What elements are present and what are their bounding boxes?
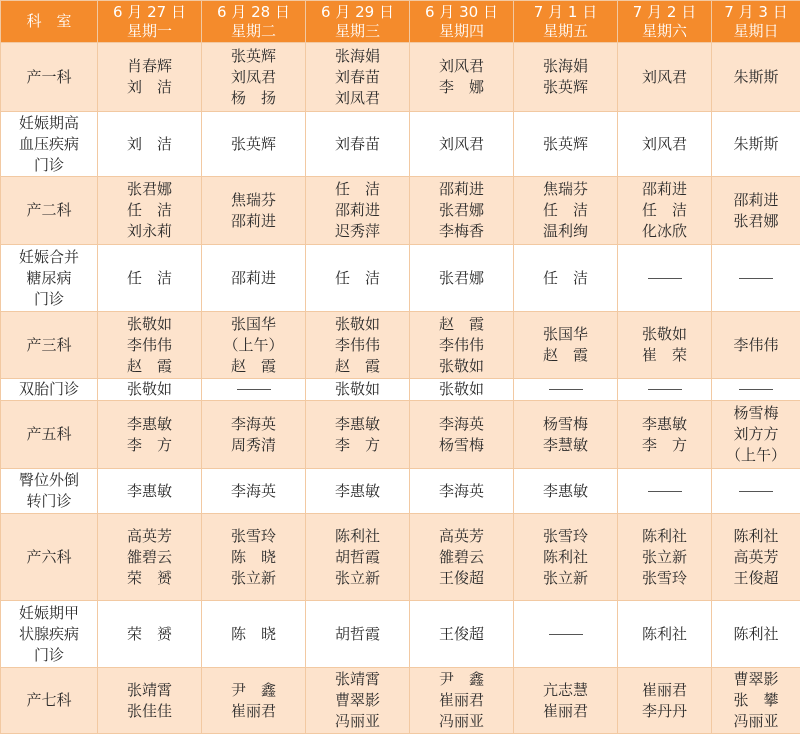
department-cell — [1, 379, 98, 401]
doctor-name: 任 洁 — [641, 201, 687, 219]
doctor-name: 陈利社 — [733, 526, 779, 545]
doctor-name: 张君娜 — [126, 180, 172, 198]
department-name-line: 产五科 — [26, 425, 72, 443]
doctor-name: 张雪玲 — [641, 568, 687, 587]
doctor-name: 李 方 — [334, 435, 380, 454]
duty-cell — [202, 43, 306, 112]
doctor-name: 李海英 — [438, 481, 484, 500]
duty-cell — [410, 177, 514, 245]
duty-cell — [712, 112, 800, 177]
doctor-name: 高英芳 — [733, 547, 779, 566]
department-cell — [1, 312, 98, 379]
schedule-row — [1, 379, 800, 401]
schedule-body — [1, 43, 800, 734]
duty-cell — [514, 401, 618, 469]
duty-cell — [202, 668, 306, 734]
duty-cell — [410, 43, 514, 112]
doctor-name: 张雪玲 — [230, 526, 276, 545]
doctor-name: 张国华 — [542, 325, 588, 343]
header-row — [1, 1, 800, 43]
doctor-name: 李海英 — [438, 414, 484, 433]
duty-cell — [712, 312, 800, 379]
doctor-name: 陈利社 — [542, 547, 588, 566]
duty-cell — [98, 245, 202, 312]
doctor-name: （上午） — [725, 446, 786, 464]
duty-cell — [98, 401, 202, 469]
duty-cell — [98, 379, 202, 401]
department-name-line: 产七科 — [26, 691, 72, 709]
schedule-row — [1, 668, 800, 734]
department-cell — [1, 401, 98, 469]
duty-cell — [306, 245, 410, 312]
department-name-line: 状腺疾病 — [18, 624, 79, 643]
department-name-line: 血压疾病 — [18, 134, 79, 153]
doctor-name: 雒碧云 — [126, 547, 172, 566]
schedule-row — [1, 401, 800, 469]
duty-cell — [306, 379, 410, 401]
duty-cell — [202, 469, 306, 514]
doctor-name: 陈利社 — [641, 526, 687, 545]
doctor-name: 张敬如 — [641, 325, 687, 343]
no-duty-dash — [549, 634, 583, 635]
doctor-name: 刘凤君 — [230, 67, 276, 86]
schedule-row — [1, 469, 800, 514]
duty-cell — [202, 601, 306, 668]
doctor-name: 温利绚 — [542, 222, 588, 240]
doctor-name: 刘 洁 — [126, 134, 172, 153]
doctor-name: 刘 洁 — [126, 78, 172, 96]
doctor-name: 陈利社 — [334, 526, 380, 545]
doctor-name: 尹 鑫 — [230, 680, 276, 699]
doctor-name: 刘风君 — [641, 67, 687, 86]
doctor-name: 迟秀萍 — [334, 222, 380, 240]
doctor-name: 高英芳 — [126, 526, 172, 545]
duty-cell — [98, 601, 202, 668]
no-duty-dash — [648, 389, 682, 390]
doctor-name: 张立新 — [641, 547, 687, 566]
duty-cell — [712, 177, 800, 245]
doctor-name: 任 洁 — [334, 268, 380, 287]
doctor-name: 李 方 — [126, 435, 172, 454]
doctor-name: 崔丽君 — [542, 701, 588, 720]
doctor-name: 李伟伟 — [438, 335, 484, 354]
department-name-line: 妊娠期甲 — [18, 603, 79, 622]
doctor-name: 杨雪梅 — [438, 435, 484, 454]
duty-cell — [618, 401, 712, 469]
duty-cell — [98, 177, 202, 245]
no-duty-dash — [237, 389, 271, 390]
department-name-line: 产六科 — [26, 547, 72, 566]
department-name-line: 臀位外倒 — [18, 471, 79, 489]
doctor-name: 张英辉 — [542, 134, 588, 153]
duty-cell — [514, 668, 618, 734]
department-name-line: 转门诊 — [26, 492, 72, 510]
department-cell — [1, 177, 98, 245]
doctor-name: 张敬如 — [334, 314, 380, 333]
schedule-row — [1, 514, 800, 601]
duty-cell — [618, 177, 712, 245]
doctor-name: 李丹丹 — [641, 701, 687, 720]
duty-cell — [202, 401, 306, 469]
doctor-name: 胡哲霞 — [334, 547, 380, 566]
doctor-name: 李惠敏 — [334, 414, 380, 433]
doctor-name: 邵莉进 — [641, 180, 687, 198]
doctor-name: 刘永莉 — [126, 222, 172, 240]
duty-cell — [410, 112, 514, 177]
header-dept: 科 室 — [1, 1, 98, 43]
header-day: 6 月 27 日 星期一 — [98, 1, 202, 43]
duty-cell — [98, 43, 202, 112]
doctor-name: 张君娜 — [733, 211, 779, 230]
doctor-name: 张敬如 — [438, 380, 484, 398]
doctor-name: 张君娜 — [438, 201, 484, 219]
doctor-name: 任 洁 — [126, 201, 172, 219]
header-day: 7 月 1 日 星期五 — [514, 1, 618, 43]
doctor-name: 曹翠影 — [733, 670, 779, 688]
doctor-name: 张靖霄 — [334, 670, 380, 688]
duty-cell — [618, 112, 712, 177]
duty-cell — [712, 245, 800, 312]
doctor-name: 邵莉进 — [230, 211, 276, 230]
doctor-name: 朱斯斯 — [733, 134, 779, 153]
doctor-name: 化冰欣 — [641, 222, 687, 240]
doctor-name: 任 洁 — [126, 268, 172, 287]
doctor-name: 高英芳 — [438, 526, 484, 545]
duty-cell — [306, 601, 410, 668]
doctor-name: 赵 霞 — [438, 314, 484, 333]
doctor-name: 焦瑞芬 — [542, 180, 588, 198]
doctor-name: 李慧敏 — [542, 435, 588, 454]
doctor-name: 刘春苗 — [334, 134, 380, 153]
doctor-name: 张海娟 — [334, 46, 380, 65]
doctor-name: 邵莉进 — [334, 201, 380, 219]
duty-cell — [98, 112, 202, 177]
doctor-name: （上午） — [223, 335, 284, 354]
department-name-line: 门诊 — [33, 155, 64, 174]
doctor-name: 李惠敏 — [542, 481, 588, 500]
doctor-name: 张敬如 — [126, 314, 172, 333]
doctor-name: 焦瑞芬 — [230, 190, 276, 209]
doctor-name: 赵 霞 — [334, 356, 380, 375]
doctor-name: 张佳佳 — [126, 701, 172, 720]
doctor-name: 刘风君 — [438, 134, 484, 153]
duty-cell — [98, 312, 202, 379]
doctor-name: 李海英 — [230, 481, 276, 500]
doctor-name: 张英辉 — [230, 134, 276, 153]
doctor-name: 荣 赟 — [126, 568, 172, 587]
doctor-name: 邵莉进 — [230, 268, 276, 287]
duty-cell — [202, 245, 306, 312]
doctor-name: 张国华 — [230, 314, 276, 333]
duty-cell — [514, 112, 618, 177]
doctor-name: 冯丽亚 — [438, 712, 484, 730]
duty-cell — [410, 514, 514, 601]
doctor-name: 赵 霞 — [126, 356, 172, 375]
duty-cell — [514, 379, 618, 401]
header-day: 7 月 2 日 星期六 — [618, 1, 712, 43]
doctor-name: 肖春辉 — [126, 57, 172, 75]
doctor-name: 张 攀 — [733, 691, 779, 709]
duty-cell — [618, 469, 712, 514]
department-cell — [1, 601, 98, 668]
duty-cell — [618, 245, 712, 312]
doctor-name: 杨雪梅 — [733, 404, 779, 422]
duty-cell — [410, 668, 514, 734]
duty-cell — [202, 379, 306, 401]
doctor-name: 荣 赟 — [126, 624, 172, 643]
department-name-line: 产二科 — [26, 201, 72, 219]
department-name-line: 产三科 — [26, 335, 72, 354]
doctor-name: 刘凤君 — [334, 88, 380, 107]
doctor-name: 李惠敏 — [641, 414, 687, 433]
doctor-name: 刘春苗 — [334, 67, 380, 86]
doctor-name: 崔丽君 — [438, 691, 484, 709]
duty-cell — [410, 601, 514, 668]
doctor-name: 李惠敏 — [334, 481, 380, 500]
duty-cell — [98, 668, 202, 734]
doctor-name: 王俊超 — [438, 624, 484, 643]
doctor-name: 王俊超 — [438, 568, 484, 587]
no-duty-dash — [739, 278, 773, 279]
doctor-name: 王俊超 — [733, 568, 779, 587]
doctor-name: 陈利社 — [641, 624, 687, 643]
duty-cell — [618, 668, 712, 734]
doctor-name: 朱斯斯 — [733, 67, 779, 86]
header-day: 6 月 28 日 星期二 — [202, 1, 306, 43]
department-name-line: 门诊 — [33, 289, 64, 308]
duty-cell — [514, 177, 618, 245]
doctor-name: 冯丽亚 — [733, 712, 779, 730]
duty-cell — [514, 469, 618, 514]
doctor-name: 李梅香 — [438, 222, 484, 240]
doctor-name: 张立新 — [542, 568, 588, 587]
duty-cell — [712, 514, 800, 601]
doctor-name: 邵莉进 — [438, 180, 484, 198]
department-cell — [1, 469, 98, 514]
duty-cell — [712, 43, 800, 112]
duty-cell — [306, 469, 410, 514]
doctor-name: 陈利社 — [733, 624, 779, 643]
duty-cell — [98, 514, 202, 601]
doctor-name: 崔丽君 — [641, 680, 687, 699]
doctor-name: 冯丽亚 — [334, 712, 380, 730]
doctor-name: 胡哲霞 — [334, 624, 380, 643]
duty-cell — [306, 668, 410, 734]
doctor-name: 刘风君 — [438, 57, 484, 75]
schedule-row — [1, 245, 800, 312]
no-duty-dash — [739, 491, 773, 492]
doctor-name: 任 洁 — [334, 180, 380, 198]
doctor-name: 刘风君 — [641, 134, 687, 153]
duty-cell — [410, 469, 514, 514]
doctor-name: 张海娟 — [542, 57, 588, 75]
duty-cell — [202, 112, 306, 177]
doctor-name: 陈 晓 — [230, 547, 276, 566]
header-day: 6 月 29 日 星期三 — [306, 1, 410, 43]
duty-cell — [618, 601, 712, 668]
doctor-name: 曹翠影 — [334, 691, 380, 709]
doctor-name: 李 方 — [641, 435, 687, 454]
department-cell — [1, 43, 98, 112]
duty-cell — [410, 379, 514, 401]
doctor-name: 张立新 — [230, 568, 276, 587]
duty-cell — [306, 514, 410, 601]
duty-cell — [712, 401, 800, 469]
doctor-name: 张立新 — [334, 568, 380, 587]
doctor-name: 李伟伟 — [126, 335, 172, 354]
doctor-name: 张雪玲 — [542, 526, 588, 545]
doctor-name: 张君娜 — [438, 268, 484, 287]
doctor-name: 邵莉进 — [733, 190, 779, 209]
duty-cell — [514, 245, 618, 312]
duty-cell — [618, 514, 712, 601]
doctor-name: 赵 霞 — [230, 356, 276, 375]
department-name-line: 妊娠合并 — [18, 247, 79, 266]
doctor-name: 张敬如 — [438, 356, 484, 375]
doctor-name: 任 洁 — [542, 268, 588, 287]
schedule-row — [1, 43, 800, 112]
duty-cell — [712, 601, 800, 668]
doctor-name: 亢志慧 — [542, 680, 588, 699]
schedule-row — [1, 112, 800, 177]
duty-cell — [202, 312, 306, 379]
doctor-name: 杨 扬 — [230, 88, 276, 107]
duty-cell — [618, 43, 712, 112]
duty-cell — [712, 379, 800, 401]
department-name-line: 门诊 — [33, 645, 64, 664]
doctor-name: 张英辉 — [230, 46, 276, 65]
doctor-name: 李海英 — [230, 414, 276, 433]
schedule-row — [1, 601, 800, 668]
doctor-name: 李惠敏 — [126, 481, 172, 500]
department-cell — [1, 112, 98, 177]
department-cell — [1, 245, 98, 312]
doctor-name: 任 洁 — [542, 201, 588, 219]
no-duty-dash — [648, 491, 682, 492]
doctor-name: 崔丽君 — [230, 701, 276, 720]
duty-cell — [410, 401, 514, 469]
duty-cell — [410, 312, 514, 379]
department-name-line: 妊娠期高 — [18, 113, 79, 132]
department-name-line: 双胎门诊 — [18, 380, 79, 398]
doctor-name: 尹 鑫 — [438, 670, 484, 688]
duty-cell — [306, 312, 410, 379]
duty-cell — [514, 514, 618, 601]
doctor-name: 李伟伟 — [733, 335, 779, 354]
doctor-name: 周秀清 — [230, 435, 276, 454]
schedule-row — [1, 312, 800, 379]
header-day: 6 月 30 日 星期四 — [410, 1, 514, 43]
department-cell — [1, 668, 98, 734]
department-cell — [1, 514, 98, 601]
doctor-name: 李惠敏 — [126, 414, 172, 433]
department-name-line: 产一科 — [26, 67, 72, 86]
doctor-name: 刘方方 — [733, 425, 779, 443]
no-duty-dash — [739, 389, 773, 390]
doctor-name: 李 娜 — [438, 78, 484, 96]
doctor-name: 杨雪梅 — [542, 414, 588, 433]
doctor-name: 张英辉 — [542, 78, 588, 96]
duty-cell — [514, 601, 618, 668]
duty-cell — [514, 312, 618, 379]
duty-cell — [306, 112, 410, 177]
duty-cell — [712, 668, 800, 734]
duty-cell — [98, 469, 202, 514]
doctor-name: 张敬如 — [126, 380, 172, 398]
no-duty-dash — [648, 278, 682, 279]
doctor-name: 李伟伟 — [334, 335, 380, 354]
duty-cell — [202, 514, 306, 601]
duty-cell — [306, 43, 410, 112]
duty-cell — [306, 401, 410, 469]
no-duty-dash — [549, 389, 583, 390]
duty-cell — [712, 469, 800, 514]
doctor-name: 赵 霞 — [542, 346, 588, 364]
doctor-name: 张敬如 — [334, 380, 380, 398]
duty-cell — [202, 177, 306, 245]
doctor-name: 张靖霄 — [126, 680, 172, 699]
duty-cell — [618, 379, 712, 401]
duty-cell — [306, 177, 410, 245]
header-day: 7 月 3 日 星期日 — [712, 1, 800, 43]
duty-cell — [514, 43, 618, 112]
duty-cell — [410, 245, 514, 312]
duty-cell — [618, 312, 712, 379]
doctor-name: 崔 荣 — [641, 346, 687, 364]
schedule-row — [1, 177, 800, 245]
department-name-line: 糖尿病 — [26, 268, 72, 287]
doctor-name: 陈 晓 — [230, 624, 276, 643]
doctor-name: 雒碧云 — [438, 547, 484, 566]
